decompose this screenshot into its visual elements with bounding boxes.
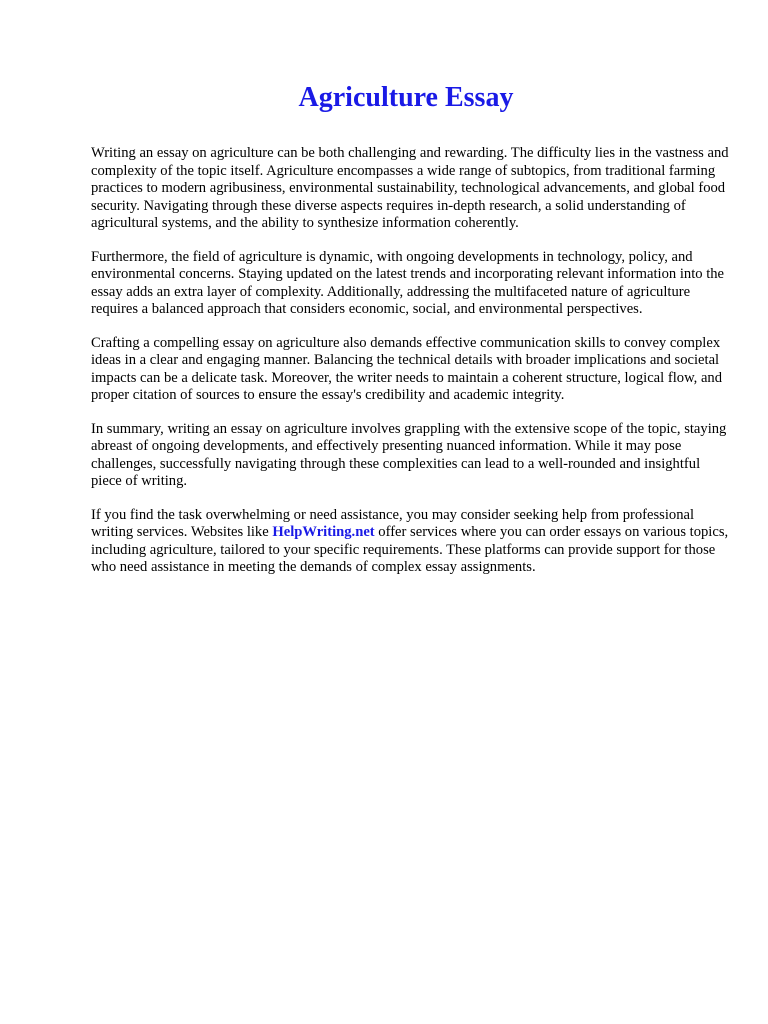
helpwriting-link[interactable]: HelpWriting.net bbox=[272, 524, 375, 540]
paragraph-1: Writing an essay on agriculture can be both challenging and rewarding. The difficulty lies in the vastness and complexity of the topic itself. Agriculture encompasses a wide range of subtopics, from traditional farming practices to modern agribusiness, environmental sustainability, technological advancements, and global food security. Navigating through these diverse aspects requires in-depth research, a solid understanding of agricultural systems, and the ability to synthesize information coherently. bbox=[91, 145, 729, 231]
paragraph-2: Furthermore, the field of agriculture is dynamic, with ongoing developments in technology, policy, and environmental concerns. Staying updated on the latest trends and incorporating relevant information into the essay adds an extra layer of complexity. Additionally, addressing the multifaceted nature of agriculture requires a balanced approach that considers economic, social, and environmental perspectives. bbox=[91, 248, 725, 317]
document-title: Agriculture Essay bbox=[298, 82, 514, 113]
paragraph-5-text-before-link: If you find the task overwhelming or need assistance, you may consider seeking help from professional writing services. Websites like bbox=[91, 506, 695, 540]
document-body bbox=[91, 145, 731, 593]
paragraph-5-text-after-link: offer services where you can order essays on various topics, including agriculture, tailored to your specific requirements. These platforms can provide support for those who need assistance in meeting the demands of complex essay assignments. bbox=[91, 524, 729, 575]
paragraph-4: In summary, writing an essay on agriculture involves grappling with the extensive scope of the topic, staying abreast of ongoing developments, and effectively presenting nuanced information. While it may pose challenges, successfully navigating through these complexities can lead to a well-rounded and insightful piece of writing. bbox=[91, 420, 727, 489]
paragraph-3: Crafting a compelling essay on agriculture also demands effective communication skills to convey complex ideas in a clear and engaging manner. Balancing the technical details with broader implications and societal impacts can be a delicate task. Moreover, the writer needs to maintain a coherent structure, logical flow, and proper citation of sources to ensure the essay's credibility and academic integrity. bbox=[91, 334, 723, 403]
paragraph-5 bbox=[91, 507, 731, 577]
